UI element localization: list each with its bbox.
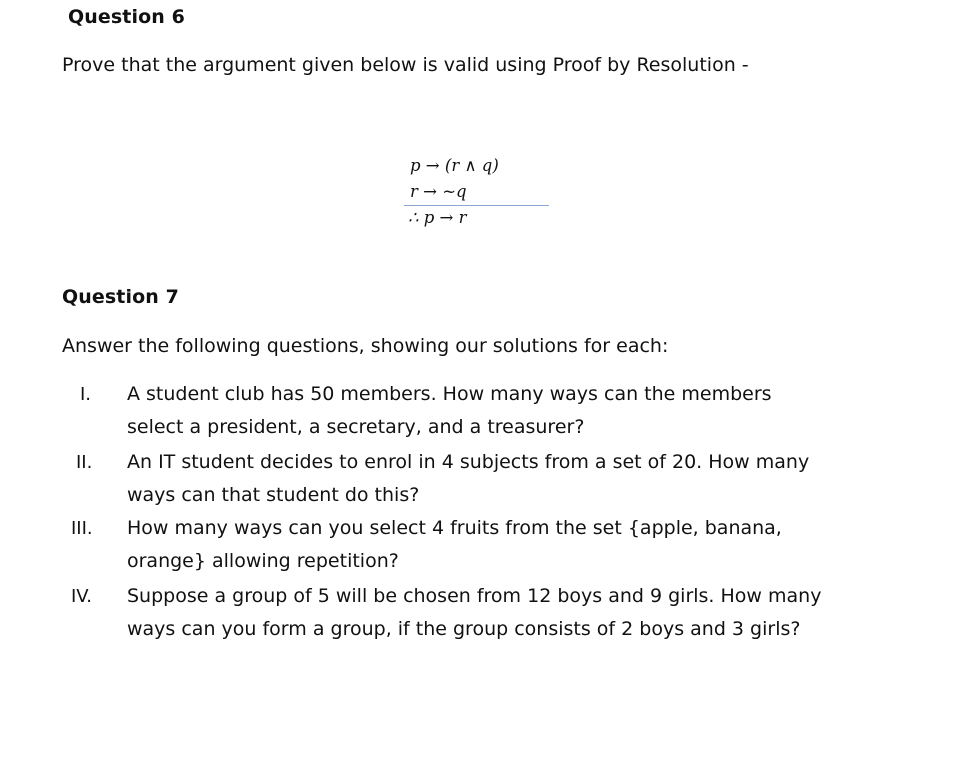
premise-1: p → (r ∧ q) [410,156,499,175]
list-item [0,580,957,646]
conclusion: ∴ p → r [408,208,467,227]
item-number: I. [80,384,92,405]
item-text-line: Suppose a group of 5 will be chosen from 12 boys and 9 girls. How many [127,585,822,607]
argument-block [404,153,549,230]
item-text-line: orange} allowing repetition? [127,550,399,572]
question-6-instruction: Prove that the argument given below is valid using Proof by Resolution - [62,54,749,76]
question-6-title: Question 6 [68,6,185,28]
question-7-instruction: Answer the following questions, showing our solutions for each: [62,335,669,357]
item-text [127,378,907,444]
item-text-line: A student club has 50 members. How many ways can the members [127,383,772,405]
item-number: IV. [71,586,93,607]
item-text-line: ways can you form a group, if the group consists of 2 boys and 3 girls? [127,618,801,640]
item-text [127,446,907,512]
item-text-line: ways can that student do this? [127,484,420,506]
list-item [0,378,957,444]
item-text-line: How many ways can you select 4 fruits from the set {apple, banana, [127,517,782,539]
item-number: III. [71,518,93,539]
item-text [127,580,907,646]
item-number: II. [76,452,93,473]
premise-2: r → ~q [410,182,467,201]
item-text-line: select a president, a secretary, and a treasurer? [127,416,585,438]
list-item [0,446,957,512]
item-text-line: An IT student decides to enrol in 4 subjects from a set of 20. How many [127,451,810,473]
list-item [0,512,957,578]
question-7-title: Question 7 [62,286,179,308]
item-text [127,512,907,578]
